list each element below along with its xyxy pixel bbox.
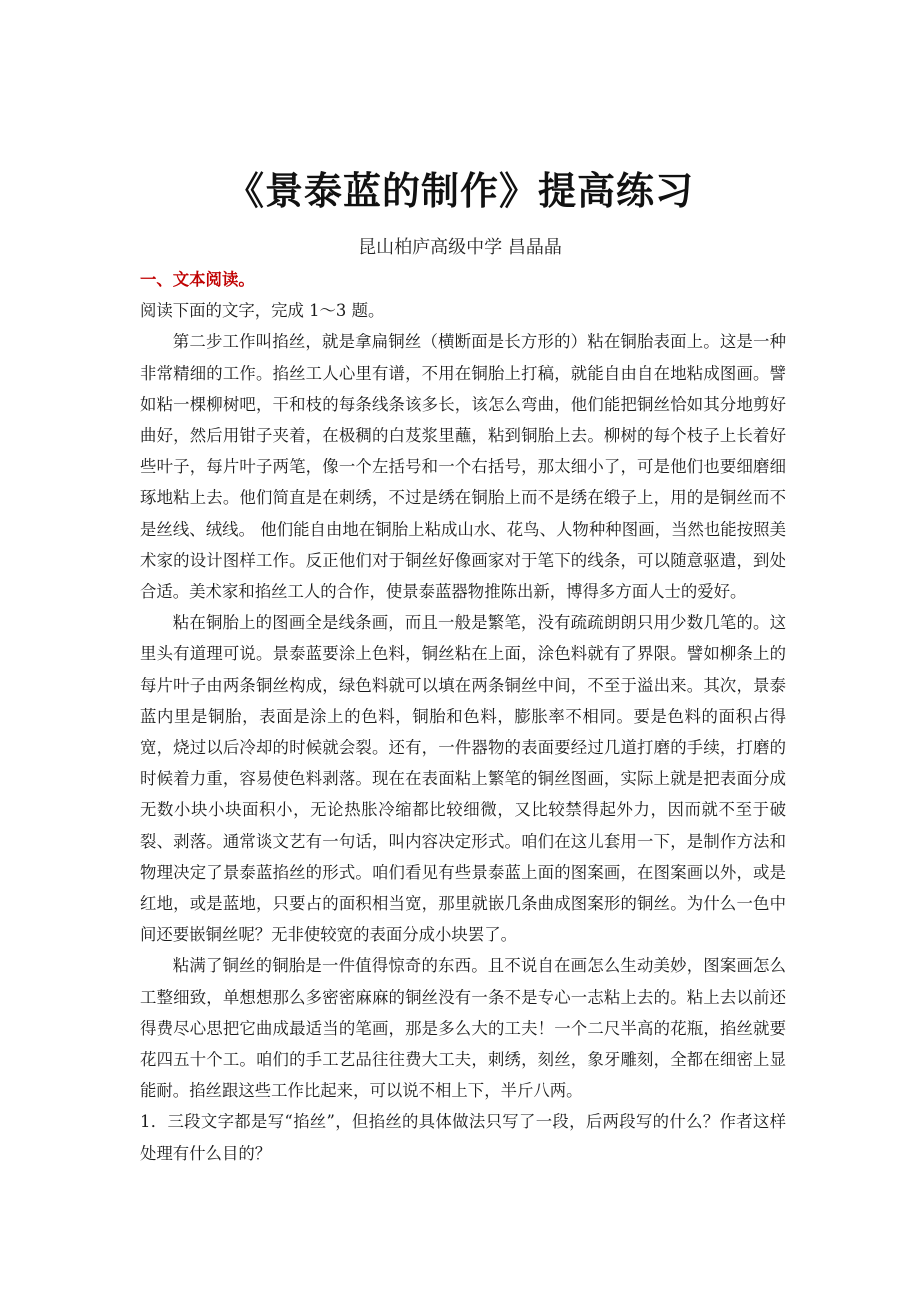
paragraph-2: 粘在铜胎上的图画全是线条画，而且一般是繁笔，没有疏疏朗朗只用少数几笔的。这里头有道理可说。景泰蓝要涂上色料，铜丝粘在上面，涂色料就有了界限。譬如柳条上的每片叶子由两条铜丝构成，绿色料就可以填在两条铜丝中间，不至于溢出来。其次，景泰蓝内里是铜胎，表面是涂上的色料，铜胎和色料，膨胀率不相同。要是色料的面积占得宽，烧过以后冷却的时候就会裂。还有，一件器物的表面要经过几道打磨的手续，打磨的时候着力重，容易使色料剥落。现在在表面粘上繁笔的铜丝图画，实际上就是把表面分成无数小块小块面积小，无论热胀冷缩都比较细微，又比较禁得起外力，因而就不至于破裂、剥落。通常谈文艺有一句话，叫内容决定形式。咱们在这儿套用一下，是制作方法和物理决定了景泰蓝掐丝的形式。咱们看见有些景泰蓝上面的图案画，在图案画以外，或是红地，或是蓝地，只要占的面积相当宽，那里就嵌几条曲成图案形的铜丝。为什么一色中间还要嵌铜丝呢？无非使较宽的表面分成小块罢了。 [140, 613, 786, 945]
paragraph-3: 粘满了铜丝的铜胎是一件值得惊奇的东西。且不说自在画怎么生动美妙，图案画怎么工整细致，单想想那么多密密麻麻的铜丝没有一条不是专心一志粘上去的。粘上去以前还得费尽心思把它曲成最适当的笔画，那是多么大的工夫！一个二尺半高的花瓶，掐丝就要花四五十个工。咱们的手工艺品往往费大工夫，刺绣，刻丝，象牙雕刻，全都在细密上显能耐。掐丝跟这些工作比起来，可以说不相上下，半斤八两。 [140, 956, 786, 1101]
reading-instruction: 阅读下面的文字，完成 1～3 题。 [140, 301, 385, 321]
document-body [140, 264, 786, 1169]
question-1: 1．三段文字都是写“掐丝”，但掐丝的具体做法只写了一段，后两段写的什么？作者这样处理有什么目的？ [140, 1112, 786, 1163]
section-heading: 一、文本阅读。 [140, 270, 255, 289]
paragraph-1: 第二步工作叫掐丝，就是拿扁铜丝（横断面是长方形的）粘在铜胎表面上。这是一种非常精细的工作。掐丝工人心里有谱，不用在铜胎上打稿，就能自由自在地粘成图画。譬如粘一棵柳树吧，干和枝的每条线条该多长，该怎么弯曲，他们能把铜丝恰如其分地剪好曲好，然后用钳子夹着，在极稠的白芨浆里蘸，粘到铜胎上去。柳树的每个枝子上长着好些叶子，每片叶子两笔，像一个左括号和一个右括号，那太细小了，可是他们也要细磨细琢地粘上去。他们简直是在刺绣，不过是绣在铜胎上而不是绣在缎子上，用的是铜丝而不是丝线、绒线。 他们能自由地在铜胎上粘成山水、花鸟、人物种种图画，当然也能按照美术家的设计图样工作。反正他们对于铜丝好像画家对于笔下的线条，可以随意驱遣，到处合适。美术家和掐丝工人的合作，使景泰蓝器物推陈出新，博得多方面人士的爱好。 [140, 332, 786, 602]
document-title: 《景泰蓝的制作》提高练习 [225, 168, 694, 213]
author-line: 昆山柏庐高级中学 昌晶晶 [358, 237, 562, 258]
